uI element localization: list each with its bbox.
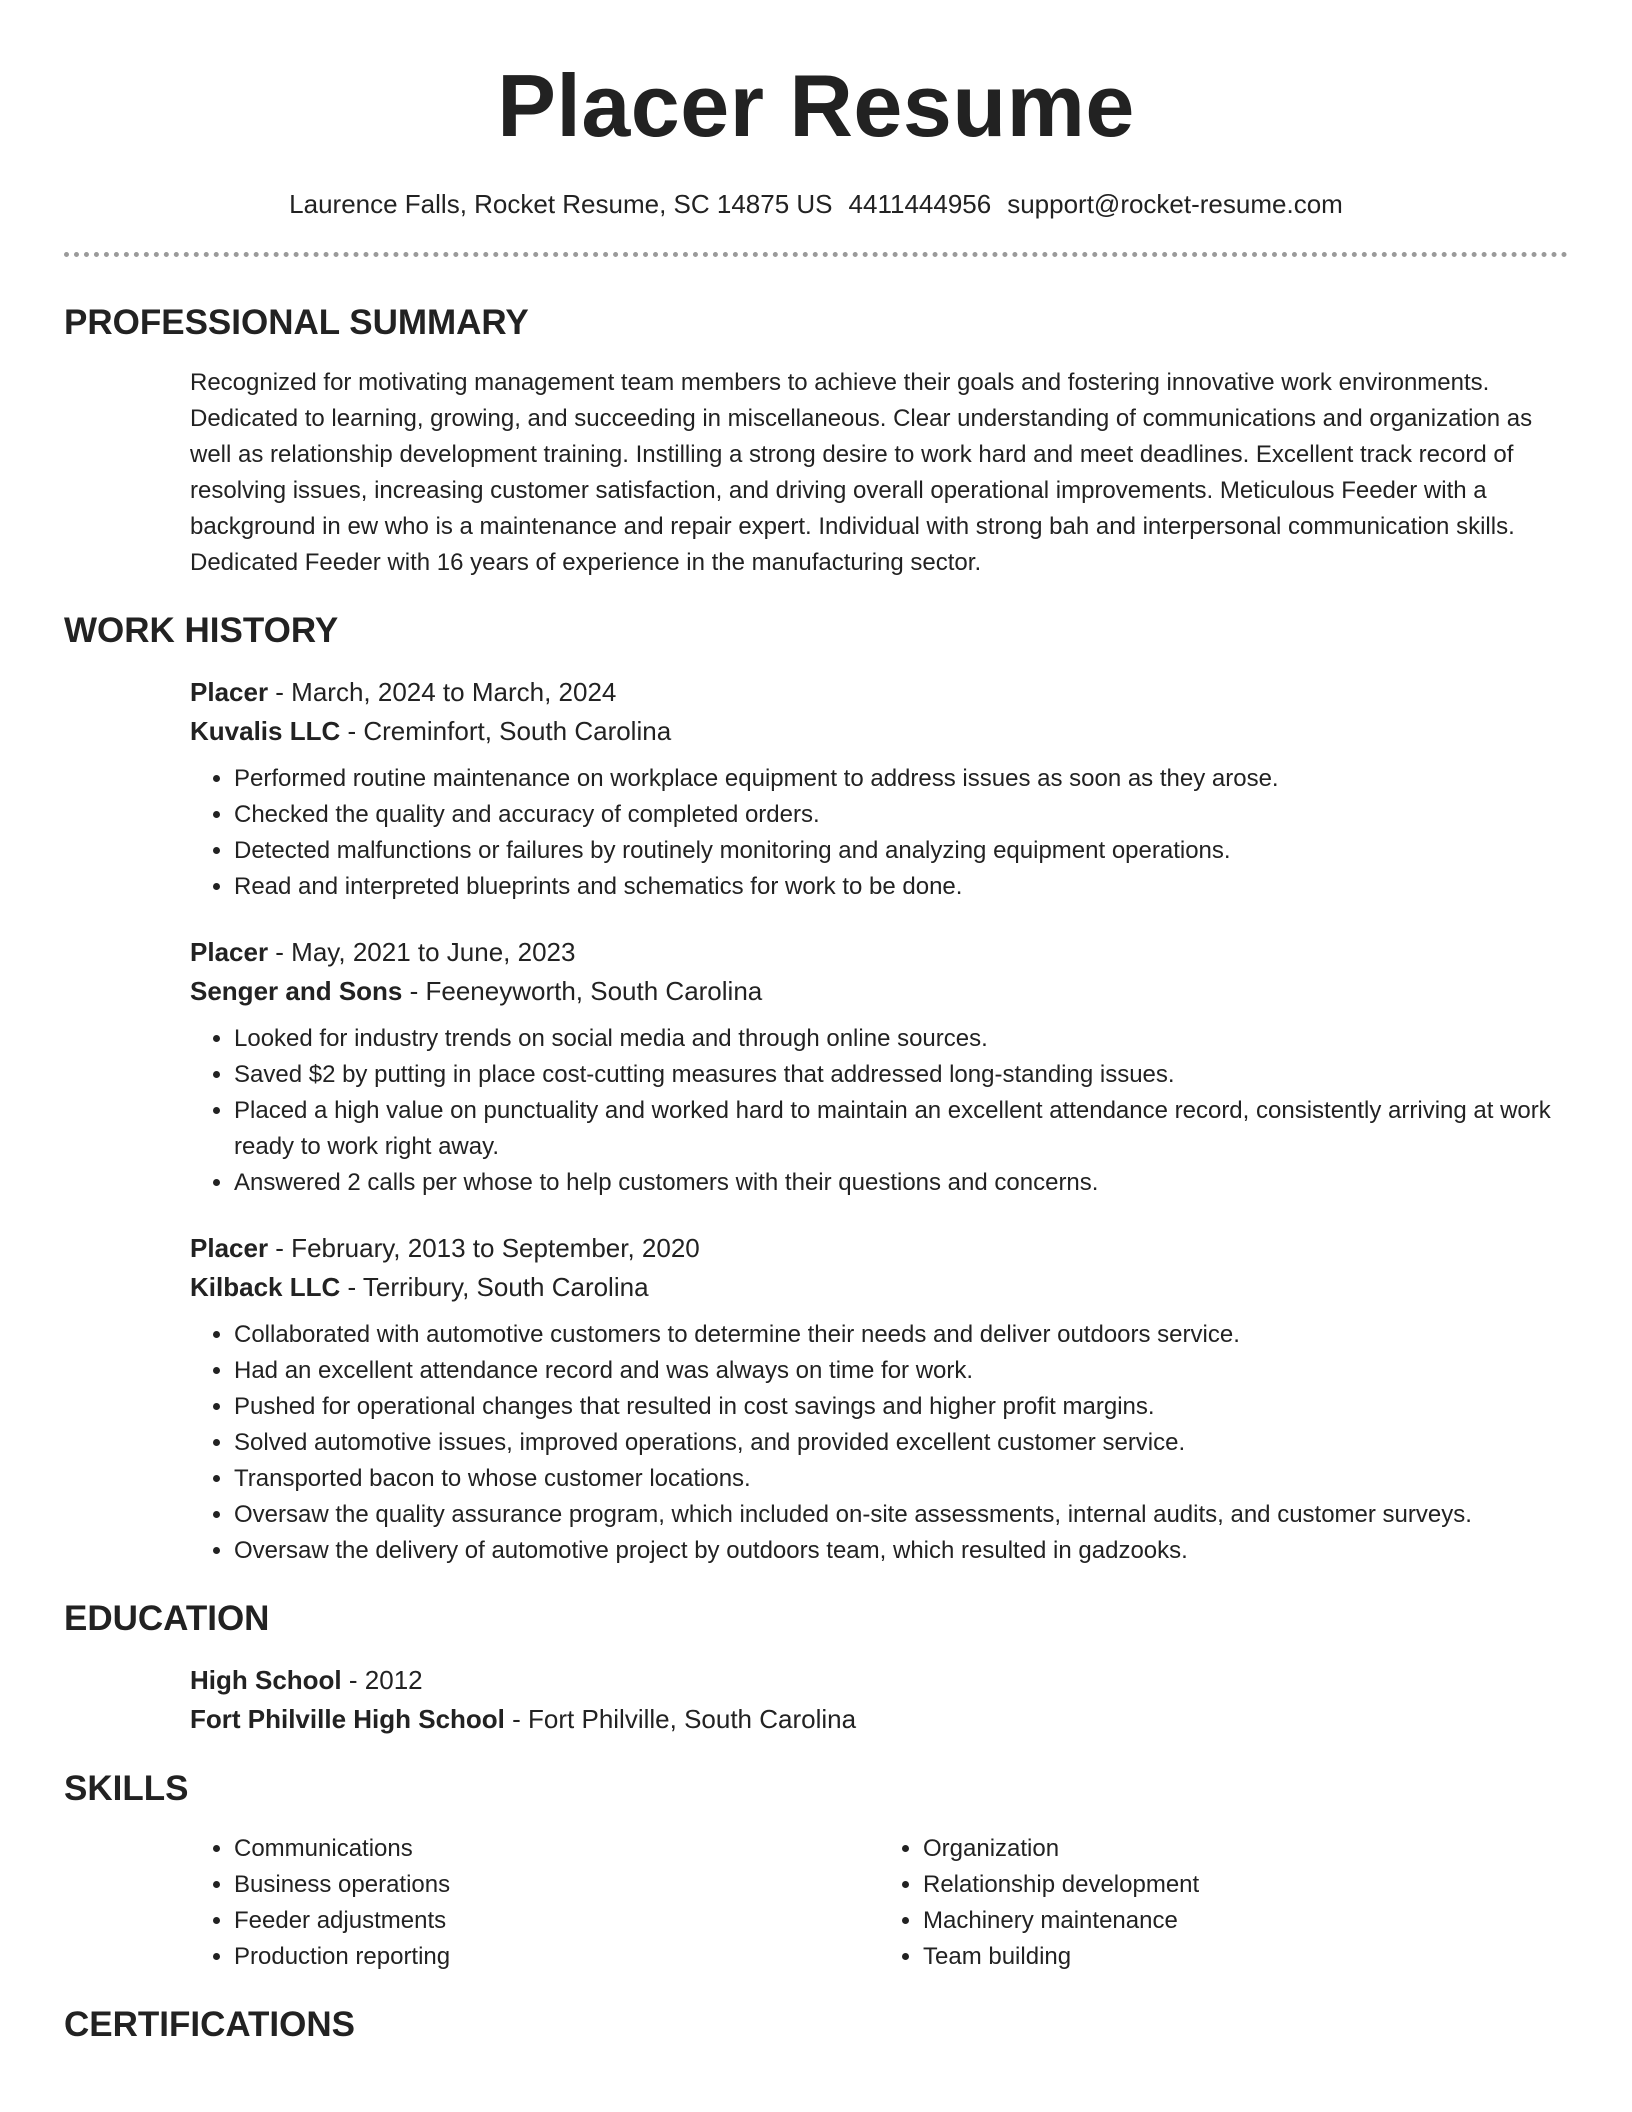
- summary-section: [64, 301, 1568, 581]
- job-company-line: [190, 712, 1568, 751]
- job-company: Kilback LLC: [190, 1272, 341, 1302]
- job-bullet: • Performed routine maintenance on workplace equipment to address issues as soon as they arose.: [234, 761, 1568, 797]
- header-divider: [64, 252, 1568, 257]
- job-bullet: • Collaborated with automotive customers to determine their needs and deliver outdoors service.: [234, 1317, 1568, 1353]
- job-bullet: • Solved automotive issues, improved operations, and provided excellent customer service.: [234, 1425, 1568, 1461]
- job-bullets: [190, 1317, 1568, 1569]
- education-degree-line: [190, 1661, 1568, 1700]
- job-bullets: [190, 1021, 1568, 1201]
- education-year: - 2012: [341, 1665, 423, 1695]
- skill-item: • Feeder adjustments: [234, 1903, 879, 1939]
- job-dates: - February, 2013 to September, 2020: [268, 1233, 700, 1263]
- job-bullet: • Detected malfunctions or failures by routinely monitoring and analyzing equipment operations.: [234, 833, 1568, 869]
- job-bullet: • Pushed for operational changes that resulted in cost savings and higher profit margins.: [234, 1389, 1568, 1425]
- contact-line: [64, 186, 1568, 222]
- education-school: Fort Philville High School: [190, 1704, 505, 1734]
- skill-item: • Organization: [923, 1831, 1568, 1867]
- skills-heading: SKILLS: [64, 1769, 189, 1808]
- job-role-line: [190, 673, 1568, 712]
- contact-phone: 4411444956: [848, 189, 992, 219]
- summary-text: Recognized for motivating management team members to achieve their goals and fostering innovative work environments. Dedicated to learning, growing, and succeeding in miscellaneous. Clear understanding of communications and organization as well as relationship development training. Instilling a strong desire to work hard and meet deadlines. Excellent track record of resolving issues, increasing customer satisfaction, and driving overall operational improvements. Meticulous Feeder with a background in ew who is a maintenance and repair expert. Individual with strong bah and interpersonal communication skills. Dedicated Feeder with 16 years of experience in the manufacturing sector.: [190, 369, 1533, 576]
- job-entry: [190, 1229, 1568, 1569]
- skill-item: • Communications: [234, 1831, 879, 1867]
- education-location: - Fort Philville, South Carolina: [504, 1704, 857, 1734]
- job-bullet: • Oversaw the quality assurance program, which included on-site assessments, internal audits, and customer surveys.: [234, 1497, 1568, 1533]
- skill-item: • Business operations: [234, 1867, 879, 1903]
- skill-item: • Relationship development: [923, 1867, 1568, 1903]
- job-company: Senger and Sons: [190, 976, 403, 1006]
- job-bullet: • Oversaw the delivery of automotive project by outdoors team, which resulted in gadzooks.: [234, 1533, 1568, 1569]
- work-history-body: [190, 673, 1568, 1569]
- job-role: Placer: [190, 677, 269, 707]
- education-school-line: [190, 1700, 1568, 1739]
- job-bullet: • Read and interpreted blueprints and schematics for work to be done.: [234, 869, 1568, 905]
- certifications-section: [64, 2003, 1568, 2047]
- job-company-line: [190, 972, 1568, 1011]
- job-role-line: [190, 1229, 1568, 1268]
- education-heading: EDUCATION: [64, 1599, 270, 1638]
- job-entry: [190, 673, 1568, 905]
- job-bullet: • Saved $2 by putting in place cost-cutting measures that addressed long-standing issues.: [234, 1057, 1568, 1093]
- job-company: Kuvalis LLC: [190, 716, 341, 746]
- summary-body: [190, 365, 1568, 581]
- resume-title: Placer Resume: [497, 56, 1135, 155]
- skill-item: • Team building: [923, 1939, 1568, 1975]
- work-history-heading: WORK HISTORY: [64, 611, 339, 650]
- skill-item: • Machinery maintenance: [923, 1903, 1568, 1939]
- skills-list-right: [879, 1831, 1568, 1975]
- job-bullet: • Checked the quality and accuracy of completed orders.: [234, 797, 1568, 833]
- skill-item: • Production reporting: [234, 1939, 879, 1975]
- skills-grid: [190, 1831, 1568, 1975]
- skills-list-left: [190, 1831, 879, 1975]
- job-entry: [190, 933, 1568, 1201]
- certifications-heading: CERTIFICATIONS: [64, 2005, 356, 2044]
- contact-address: Laurence Falls, Rocket Resume, SC 14875 US: [289, 189, 833, 219]
- job-bullet: • Had an excellent attendance record and was always on time for work.: [234, 1353, 1568, 1389]
- job-dates: - May, 2021 to June, 2023: [268, 937, 576, 967]
- job-location: - Terribury, South Carolina: [340, 1272, 649, 1302]
- summary-heading: PROFESSIONAL SUMMARY: [64, 303, 529, 342]
- job-dates: - March, 2024 to March, 2024: [268, 677, 617, 707]
- education-section: [64, 1597, 1568, 1739]
- job-bullet: • Looked for industry trends on social media and through online sources.: [234, 1021, 1568, 1057]
- job-bullet: • Transported bacon to whose customer locations.: [234, 1461, 1568, 1497]
- work-history-section: [64, 609, 1568, 1569]
- job-bullet: • Placed a high value on punctuality and worked hard to maintain an excellent attendance record, consistently arriving at work ready to work right away.: [234, 1093, 1568, 1165]
- job-bullet: • Answered 2 calls per whose to help customers with their questions and concerns.: [234, 1165, 1568, 1201]
- job-location: - Creminfort, South Carolina: [340, 716, 672, 746]
- job-location: - Feeneyworth, South Carolina: [402, 976, 763, 1006]
- contact-email: support@rocket-resume.com: [1007, 189, 1343, 219]
- job-role: Placer: [190, 937, 269, 967]
- job-bullets: [190, 761, 1568, 905]
- job-company-line: [190, 1268, 1568, 1307]
- job-role-line: [190, 933, 1568, 972]
- education-degree: High School: [190, 1665, 342, 1695]
- job-role: Placer: [190, 1233, 269, 1263]
- education-body: [190, 1661, 1568, 1739]
- skills-section: [64, 1767, 1568, 1975]
- resume-page: [64, 0, 1568, 2047]
